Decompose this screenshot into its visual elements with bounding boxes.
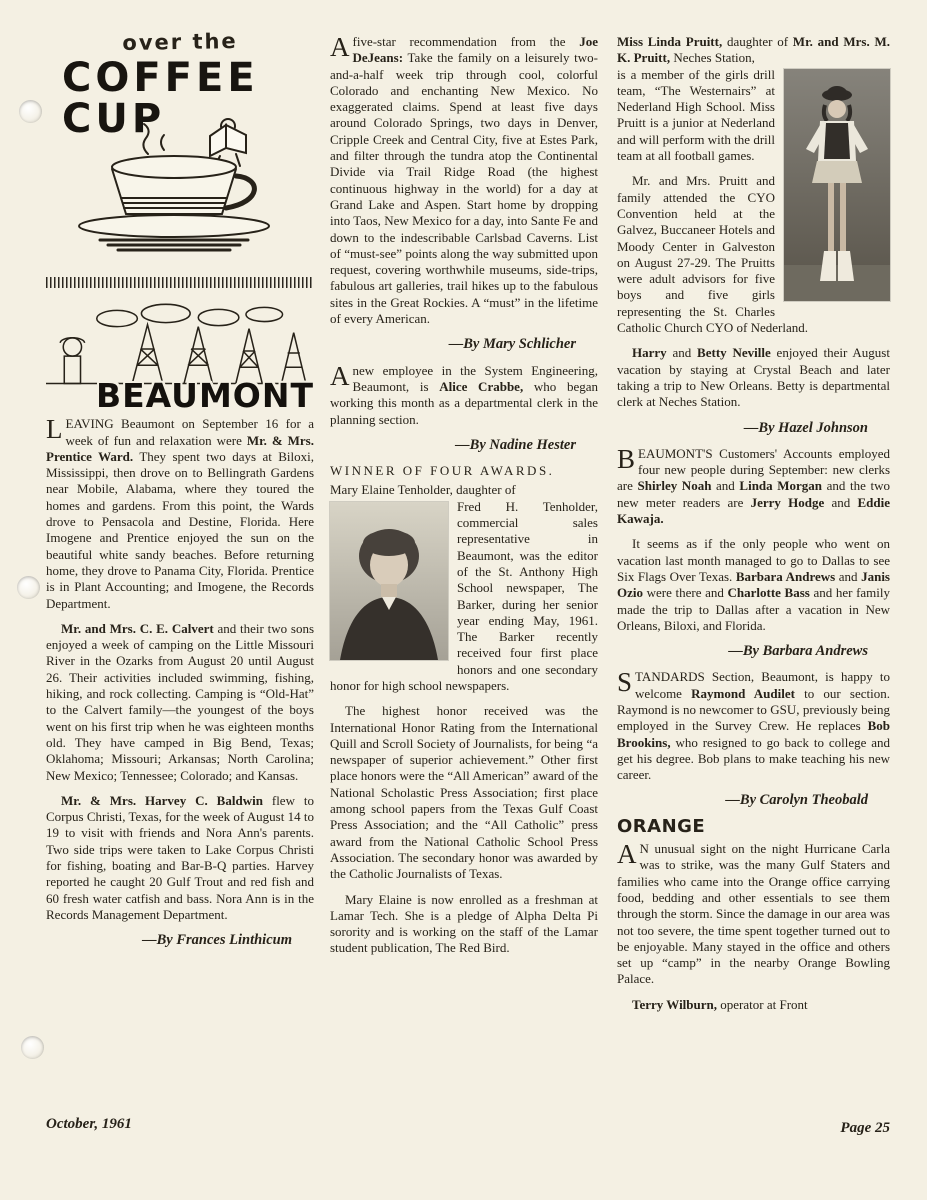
- punch-hole-top: [19, 100, 42, 123]
- right-column: [617, 34, 890, 1022]
- linda-pruitt-photo: [784, 69, 890, 301]
- masthead-coffee: COFFEE: [62, 55, 259, 102]
- article-accounts: [617, 443, 891, 527]
- orange-section-heading: ORANGE: [617, 815, 706, 837]
- article-pruitt-body: is a member of the girls drill team, “The Westernairs” at Nederland High School. Miss Pruitt is a junior at Nederland and will perform with the drill team at all football games.: [617, 66, 775, 164]
- dropcap-b: B: [617, 443, 636, 474]
- article-baldwin: Mr. & Mrs. Harvey C. Baldwin flew to Corpus Christi, Texas, for the week of August 14 to 19 to visit with friends and Nora Ann's parents. Two side trips were taken to Lake Corpus Christi for fishing, boating and Bar-B-Q parties. Harvey reported he caught 20 Gulf Trout and red fish and 60 fresh water catfish and bass. Nora Ann is in the Records Management Department.: [46, 792, 314, 922]
- awards-intro: Mary Elaine Tenholder, daughter of: [330, 482, 516, 498]
- article-ward: [46, 416, 314, 612]
- dropcap-s: S: [617, 667, 633, 698]
- article-pruitt-intro: Miss Linda Pruitt, daughter of Mr. and Mrs. M. K. Pruitt, Neches Station,: [617, 34, 890, 66]
- middle-column: [330, 34, 598, 966]
- article-ward-text: EAVING Beaumont on September 16 for a week of fun and relaxation were Mr. & Mrs. Prentice Ward. They spent two days at Biloxi, Mississippi, then drove on to Bellingrath Gardens near Mobile, Alabama, where they toured the homes and gardens. From this point, the Wards drove to Pensacola and Destine, Florida. Here Imogene and Prentice enjoyed the sun on the beautiful white sandy beaches. Before returning home, they drove to Panama City, Florida. Prentice is in Plant Accounting; and Imogene, the Records Department.: [46, 416, 314, 611]
- masthead-over-the: over the: [122, 28, 238, 56]
- article-carla: [617, 841, 890, 988]
- byline-mary-schlicher: —By Mary Schlicher: [448, 336, 576, 353]
- article-carla-text: N unusual sight on the night Hurricane Carla was to strike, was the many Gulf Staters and families who came into the Orange office carrying food, bedding and other essentials to see them through the storm. Since the damage in our area was not too severe, the time spent together turned out to be enjoyable. Many stayed in the office and others set up “camp” in the nearby Orange Bowling Palace.: [617, 841, 890, 987]
- mary-elaine-tenholder-photo: [330, 502, 448, 660]
- dropcap-l: L: [46, 414, 63, 445]
- article-calvert: Mr. and Mrs. C. E. Calvert and their two sons enjoyed a week of camping on the Little Missouri River in the Ozarks from August 20 until August 26. Their activities included swimming, fishing, hiking, and rock collecting. Camping is “Old-Hat” to the Calvert family—the youngest of the boys went on his first trip when he was eighteen months old. They have camped in Big Bend, Texas; Oklahoma; Missouri; Arkansas; North Carolina; New Mexico; Tennessee; Colorado; and Kansas.: [46, 620, 314, 783]
- coffee-cup-masthead: [46, 26, 314, 415]
- byline-frances-linthicum: —By Frances Linthicum: [142, 932, 292, 949]
- punch-hole-middle: [17, 576, 40, 599]
- dropcap-a1: A: [330, 32, 350, 62]
- left-column: [46, 26, 314, 959]
- article-wilburn: Terry Wilburn, operator at Front: [632, 996, 808, 1012]
- footer-date: October, 1961: [46, 1116, 132, 1132]
- article-dejean: [330, 34, 598, 327]
- article-crabbe: [330, 360, 598, 428]
- awards-heading: WINNER OF FOUR AWARDS.: [330, 463, 555, 479]
- masthead-cup: CUP: [62, 96, 166, 143]
- beaumont-section-title: BEAUMONT: [95, 376, 314, 415]
- article-cyo: Mr. and Mrs. Pruitt and family attended the CYO Convention held at the Galvez, Buccaneer Hotels and Moody Center in Galveston on August 27-29. The Pruitts were adult advisors for five boys and five girls representing the St. Charles Catholic Church CYO of Nederland.: [617, 173, 808, 336]
- article-standards: [617, 669, 890, 783]
- awards-body: Fred H. Tenholder, commercial sales representative in Beaumont, was the editor of the St. Anthony High School newspaper, The Barker, during her senior year ending May, 1961. The Barker recently received four first place honors and one secondary honor for high school newspapers.: [330, 498, 598, 693]
- dropcap-a3: A: [617, 839, 637, 870]
- article-dallas: It seems as if the only people who went on vacation last month managed to go to Dallas to see Six Flags Over Texas. Barbara Andrews and Janis Ozio were there and Charlotte Bass and her family made the trip to Dallas after a vacation in New Orleans, Biloxi, and Florida.: [617, 536, 891, 633]
- beaumont-header: [46, 302, 314, 415]
- portrait-photo-graphic: [330, 502, 448, 660]
- article-neville: Harry and Betty Neville enjoyed their August vacation by staying at Crystal Beach and later taking a trip to New Orleans. Betty is departmental clerk at Neches Station.: [617, 345, 890, 410]
- byline-hazel-johnson: —By Hazel Johnson: [743, 419, 868, 436]
- beaumont-articles: [46, 416, 314, 948]
- article-accounts-text: EAUMONT'S Customers' Accounts employed four new people during September: new clerks are Shirley Noah and Linda Morgan and the two new meter readers are Jerry Hodge and Eddie Kawaja.: [617, 445, 891, 527]
- article-honors: The highest honor received was the International Honor Rating from the International Quill and Scroll Society of Journalists, for being “a newspaper of superior achievement.” Other first place honors were the “All American” award of the National Scholastic Press Association; first place among school papers from the Texas Gulf Coast Press Association; and the “All Catholic” press award from the National Catholic School Press Association. The secondary honor was awarded by the Catholic Journalists of Texas.: [330, 703, 598, 882]
- footer-page-number: Page 25: [840, 1120, 890, 1136]
- article-lamar: Mary Elaine is now enrolled as a freshman at Lamar Tech. She is a pledge of Alpha Delta Pi sorority and is working on the staff of the Lamar student publication, The Red Bird.: [330, 891, 598, 956]
- article-standards-text: TANDARDS Section, Beaumont, is happy to welcome Raymond Audilet to our section. Raymond is no newcomer to GSU, previously being employed in the Survey Crew. He replaces Bob Brookins, who resigned to go back to college and get his degree. Bob plans to make teaching his new career.: [617, 669, 891, 783]
- byline-carolyn-theobald: —By Carolyn Theobald: [725, 792, 868, 809]
- byline-barbara-andrews: —By Barbara Andrews: [728, 643, 868, 660]
- byline-nadine-hester: —By Nadine Hester: [455, 436, 576, 453]
- drill-team-photo-graphic: [784, 69, 890, 301]
- article-dejean-text: five-star recommendation from the Joe DeJeans: Take the family on a leisurely two-and-a-half week trip through cool, colorful Colorado and enchanting New Mexico. No exaggerated claims. Spend at least five days around Colorado Springs, two days in Denver, Cripple Creek and Central City, five at Estes Park, and filter through the tundra atop the Continental Divide via Trail Ridge Road (the highest continuous highway in the world) for a day at Grand Lake and Aspen. Start home by dropping into Taos, New Mexico for a day, into Sante Fe and down to the indescribable Carlsbad Caverns. List of “must-see” points along the way submitted upon request, covering worthwhile museums, side-trips, fabulous art galleries, trail hikes up to the fabulous sites in the Great Rockies. A “must” in the lifetime of every American.: [330, 34, 598, 327]
- awards-article-flow: [330, 499, 598, 695]
- pruitt-article-flow: [617, 67, 890, 337]
- article-crabbe-text: new employee in the System Engineering, Beaumont, is Alice Crabbe, who began working this month as a departmental clerk in the planning section.: [330, 362, 598, 427]
- divider-strip: [46, 277, 314, 288]
- punch-hole-bottom: [21, 1036, 44, 1059]
- dropcap-a2: A: [330, 360, 350, 391]
